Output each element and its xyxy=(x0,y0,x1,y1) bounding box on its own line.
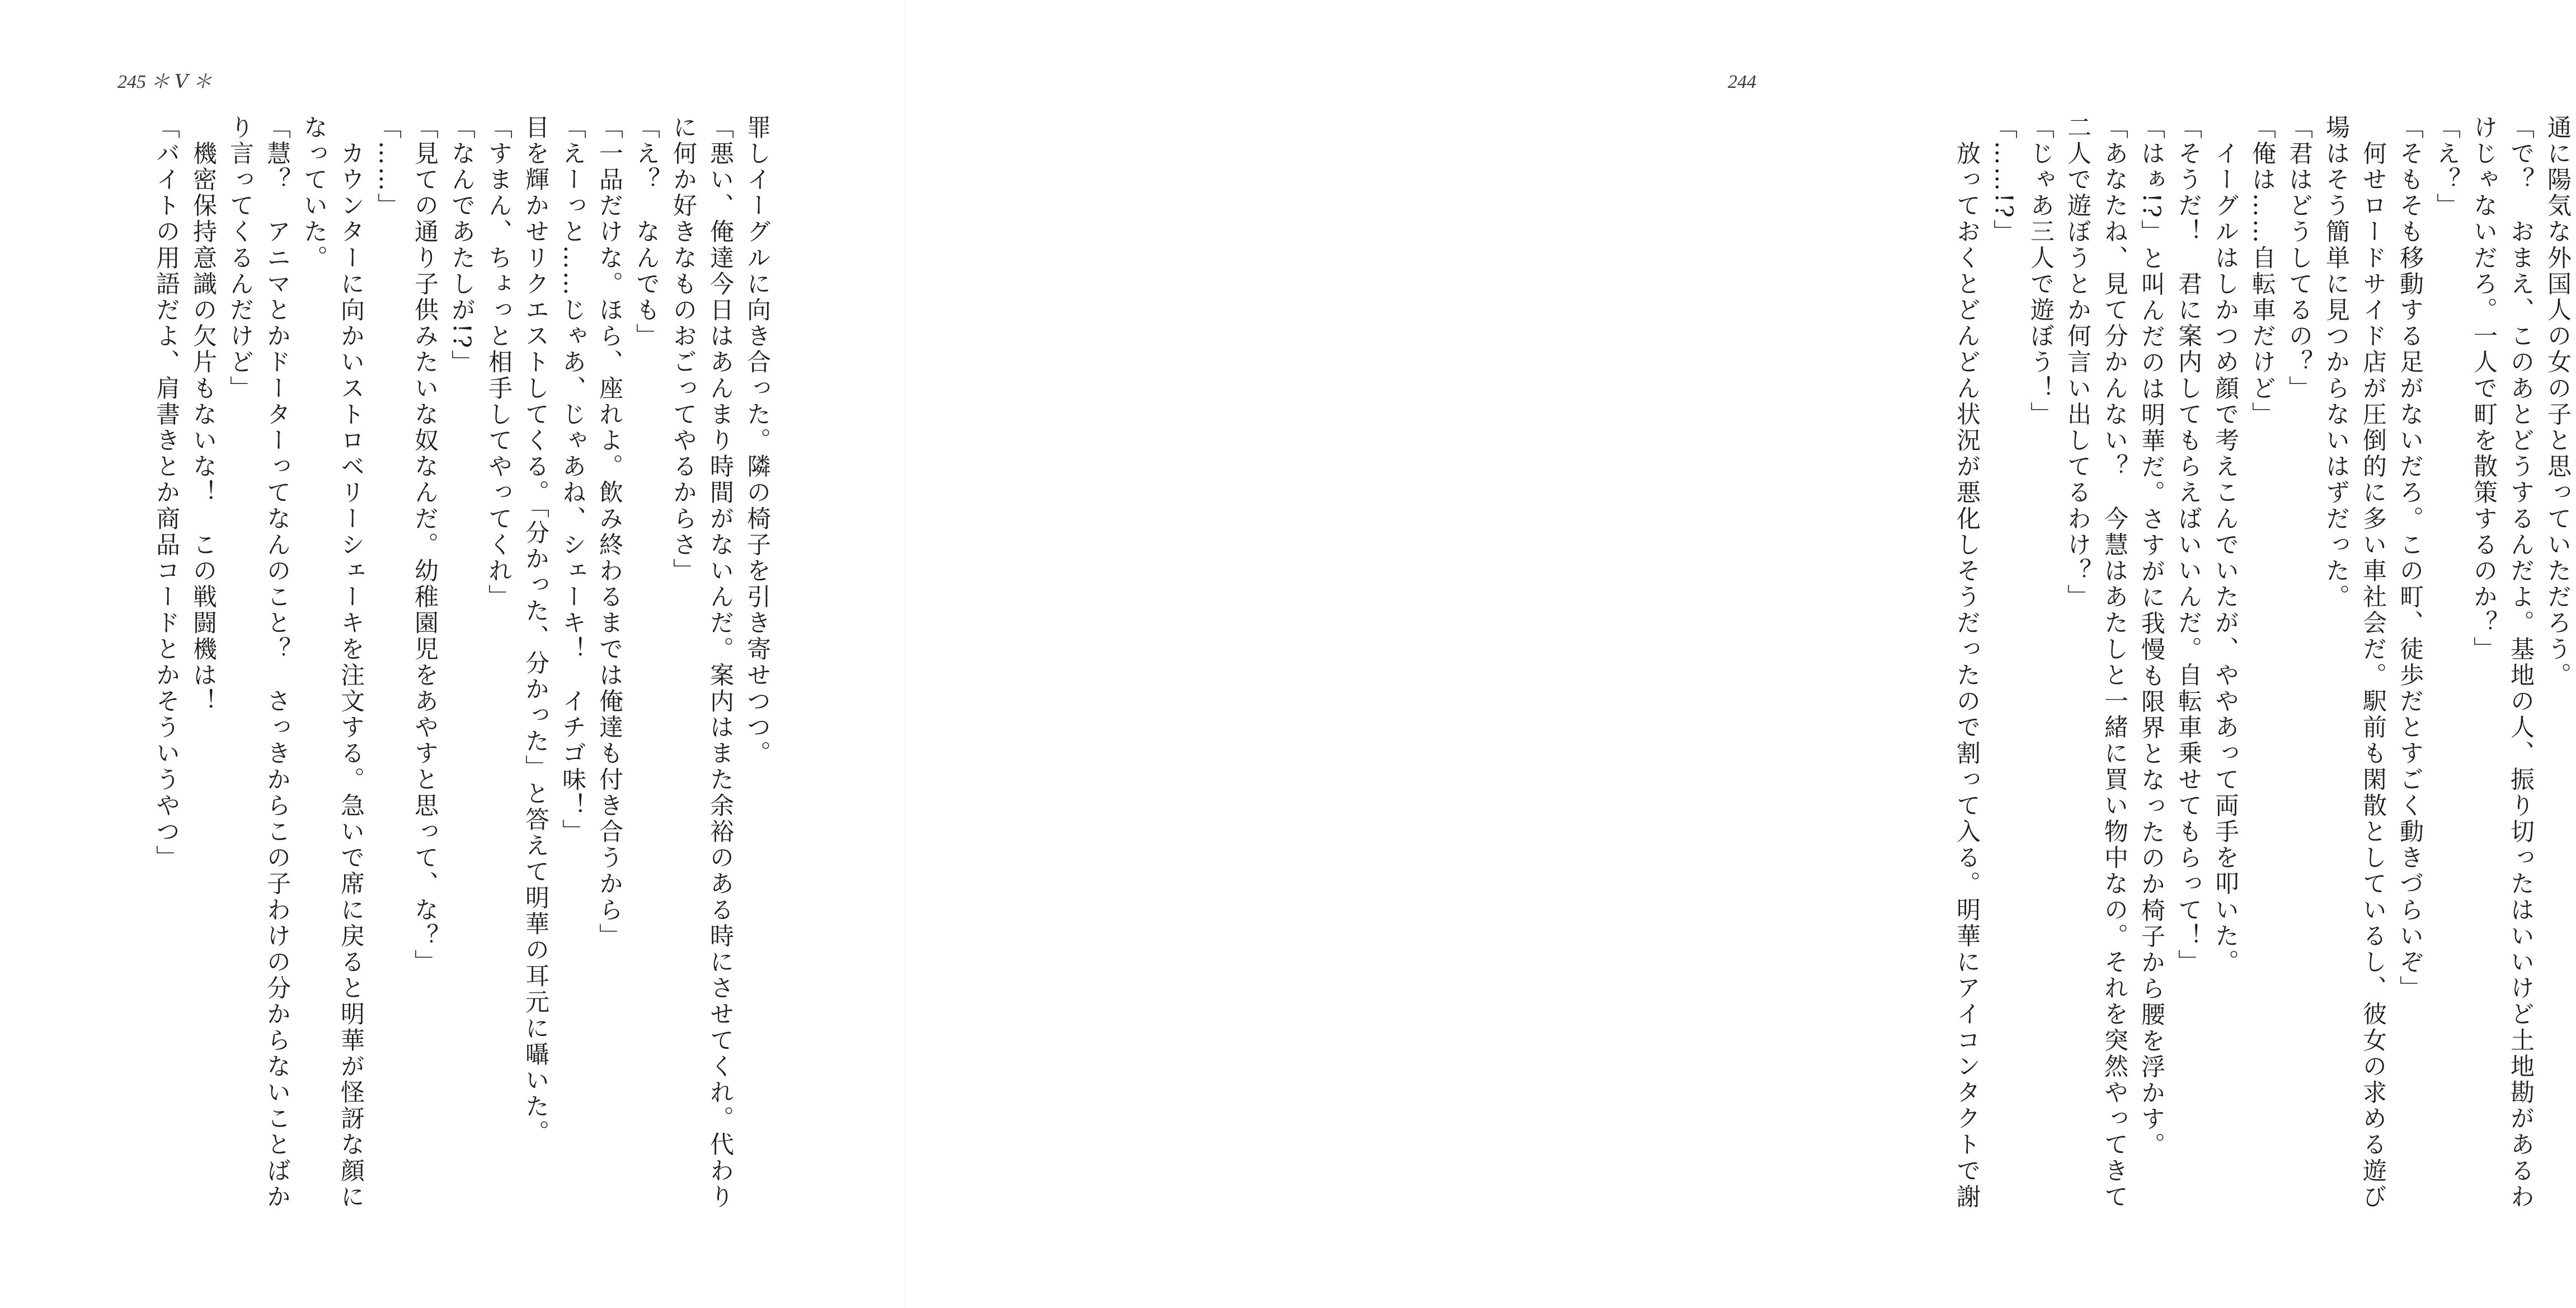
text-line: 「じゃあ三人で遊ぼう！」 xyxy=(2027,115,2055,428)
text-line: なっていた。 xyxy=(300,115,328,271)
text-line: 「すまん、ちょっと相手してやってくれ」 xyxy=(485,115,513,611)
page-header-right: 244 xyxy=(1728,72,1756,92)
page-header-left: 245 ＊ Ⅴ ＊ xyxy=(117,72,213,92)
body-text-right xyxy=(1882,115,2576,1211)
text-line: 「あなたね、見て分かんない？ 今慧はあたしと一緒に買い物中なの。それを突然やってきて xyxy=(2100,115,2128,1211)
text-line: に何か好きなものおごってやるからさ」 xyxy=(669,115,697,584)
text-line: 「……!?」 xyxy=(1990,115,2018,246)
text-line: 放っておくとどんどん状況が悪化しそうだったので割って入る。明華にアイコンタクトで謝 xyxy=(1953,115,1981,1211)
text-line: り言ってくるんだけど」 xyxy=(226,115,254,402)
text-line: けじゃないだろ。一人で町を散策するのか？」 xyxy=(2470,115,2498,663)
text-line: カウンターに向かいストロベリーシェーキを注文する。急いで席に戻ると明華が怪訝な顔に xyxy=(337,115,365,1211)
text-line: 「慧？ アニマとかドーターってなんのこと？ さっきからこの子わけの分からないことばか xyxy=(263,115,291,1211)
text-line: イーグルはしかつめ顔で考えこんでいたが、ややあって両手を叩いた。 xyxy=(2211,115,2239,976)
body-text-left xyxy=(104,115,775,1211)
left-page xyxy=(0,0,904,1308)
text-line: 目を輝かせリクエストしてくる。「分かった、分かった」と答えて明華の耳元に囁いた。 xyxy=(521,115,549,1146)
text-line: 機密保持意識の欠片もないな！ この戦闘機は！ xyxy=(189,115,217,715)
text-line: 二人で遊ぼうとか何言い出してるわけ？」 xyxy=(2063,115,2091,611)
text-line: 「はぁ!?」と叫んだのは明華だ。さすがに我慢も限界となったのか椅子から腰を浮かす。 xyxy=(2137,115,2165,1159)
text-line: 場はそう簡単に見つからないはずだった。 xyxy=(2322,115,2350,611)
text-line: 「なんであたしが!?」 xyxy=(448,115,476,376)
text-line: 「そもそも移動する足がないだろ。この町、徒歩だとすごく動きづらいぞ」 xyxy=(2396,115,2424,1002)
text-line: 「バイトの用語だよ、肩書きとか商品コードとかそういうやつ」 xyxy=(152,115,180,871)
text-line: 「俺は……自転車だけど」 xyxy=(2248,115,2276,428)
text-line: 「……」 xyxy=(374,115,402,219)
text-line: 「一品だけな。ほら、座れよ。飲み終わるまでは俺達も付き合うから」 xyxy=(595,115,623,950)
text-line: 「え？ なんでも」 xyxy=(632,115,660,350)
right-page xyxy=(904,0,2572,1308)
text-line: 通に陽気な外国人の女の子と思っていただろう。 xyxy=(2544,115,2572,689)
text-line: 「えーっと……じゃあ、じゃあね、シェーキ！ イチゴ味！」 xyxy=(558,115,586,845)
text-line: 「で？ おまえ、このあとどうするんだよ。基地の人、振り切ったはいいけど土地勘があるわ xyxy=(2507,115,2535,1211)
text-line: 「え？」 xyxy=(2433,115,2461,219)
text-line: 「そうだ！ 君に案内してもらえばいいんだ。自転車乗せてもらって！」 xyxy=(2174,115,2202,976)
text-line: 「君はどうしてるの？」 xyxy=(2285,115,2313,402)
text-line: 「悪い、俺達今日はあんまり時間がないんだ。案内はまた余裕のある時にさせてくれ。代わり xyxy=(706,115,734,1211)
text-line: 「見ての通り子供みたいな奴なんだ。幼稚園児をあやすと思って、な？」 xyxy=(411,115,439,976)
text-line: 何せロードサイド店が圧倒的に多い車社会だ。駅前も閑散としているし、彼女の求める遊び xyxy=(2359,115,2387,1211)
text-line: 罪しイーグルに向き合った。隣の椅子を引き寄せつつ。 xyxy=(743,115,771,767)
